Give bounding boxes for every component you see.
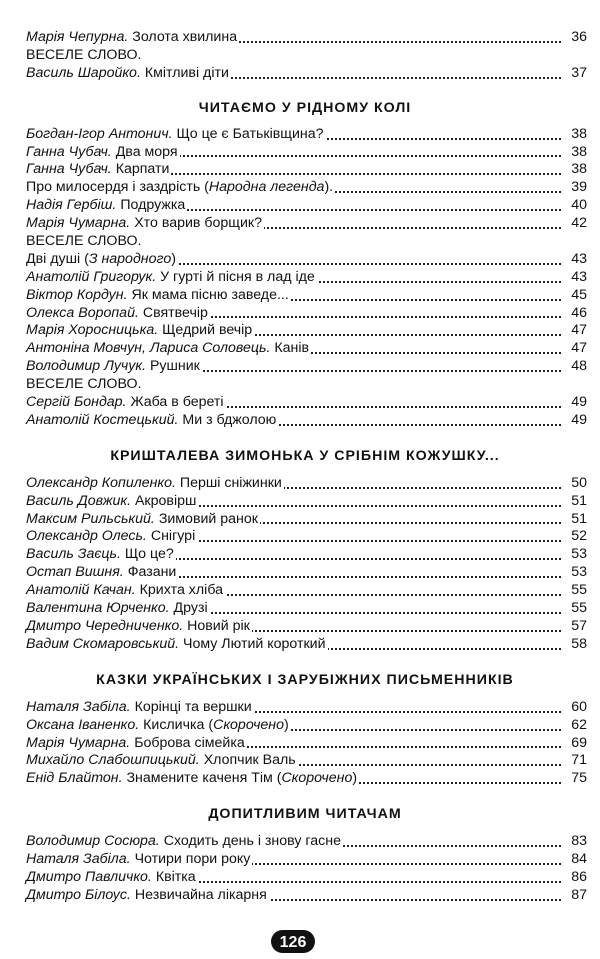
entry-text	[26, 251, 178, 269]
entry-text	[26, 511, 260, 529]
entry-page-number: 53	[571, 546, 587, 563]
entry-page-number: 49	[571, 411, 587, 428]
entry-page-number: 62	[571, 716, 587, 733]
entry-text	[26, 161, 171, 179]
entry-title: Боброва сімейка	[134, 734, 245, 751]
entry-page-number: 38	[571, 161, 587, 178]
entry-title: Снігурі	[150, 528, 196, 545]
entry-text	[26, 735, 247, 753]
entry-text	[26, 770, 359, 788]
entry-title: У гурті й пісня в лад іде	[160, 268, 315, 285]
toc-entry	[26, 636, 587, 654]
toc-entry	[26, 197, 587, 215]
toc-entry	[26, 126, 587, 144]
section-heading: КРИШТАЛЕВА ЗИМОНЬКА У СРІБНІМ КОЖУШКУ...	[110, 447, 500, 464]
entry-page-number: 75	[571, 770, 587, 787]
entry-author: Дмитро Павличко.	[26, 868, 152, 885]
entry-author: Василь Шаройко.	[26, 64, 141, 81]
entry-subtitle: Скорочено	[213, 716, 285, 733]
entry-page-number: 71	[571, 752, 587, 769]
entry-text	[26, 65, 231, 83]
entry-page-number: 50	[571, 474, 587, 491]
toc-entry	[26, 305, 587, 323]
entry-title: Хлопчик Валь	[203, 752, 296, 769]
entry-text	[26, 833, 343, 851]
entry-author: Сергій Бондар.	[26, 394, 127, 411]
toc-entry	[26, 752, 587, 770]
entry-author: Василь Заєць.	[26, 546, 121, 563]
entry-text	[26, 600, 210, 618]
entry-text	[26, 752, 298, 770]
toc-entry	[26, 269, 587, 287]
entry-title: Чотири пори року	[134, 851, 251, 868]
entry-author: Енід Блайтон.	[26, 770, 123, 787]
entry-author: Остап Вишня.	[26, 564, 124, 581]
entry-page-number: 52	[571, 528, 587, 545]
entry-title-end: )	[171, 250, 176, 267]
page-number-badge	[270, 929, 316, 954]
entry-text	[26, 197, 187, 215]
toc-entry	[26, 340, 587, 358]
toc-entry	[26, 215, 587, 233]
entry-title: Про милосердя і заздрість (	[26, 179, 209, 196]
toc-entry	[26, 322, 587, 340]
toc-entry	[26, 564, 587, 582]
toc-entry	[26, 582, 587, 600]
entry-page-number: 37	[571, 64, 587, 81]
entry-author: Володимир Сосюра.	[26, 833, 160, 850]
entry-page-number: 40	[571, 197, 587, 214]
entry-page-number: 53	[571, 564, 587, 581]
entry-text	[26, 287, 291, 305]
entry-title: Два моря	[115, 143, 178, 160]
entry-page-number: 55	[571, 600, 587, 617]
entry-author: Олександр Копиленко.	[26, 474, 176, 491]
entry-text	[26, 618, 252, 636]
entry-author: Олекса Воропай.	[26, 304, 139, 321]
entry-title: Акровірш	[134, 492, 197, 509]
entry-page-number: 47	[571, 340, 587, 357]
entry-title-end: ).	[324, 179, 334, 196]
toc-entry	[26, 528, 587, 546]
section-label: ВЕСЕЛЕ СЛОВО.	[26, 233, 142, 250]
toc-entry	[26, 717, 587, 735]
entry-author: Василь Довжик.	[26, 492, 132, 509]
entry-title: Жаба в береті	[130, 394, 224, 411]
toc-entry	[26, 358, 587, 376]
entry-text	[26, 582, 225, 600]
entry-title: Хто варив борщик?	[134, 215, 262, 232]
toc-entry	[26, 287, 587, 305]
entry-subtitle: З народного	[88, 250, 172, 267]
page-number: 126	[279, 934, 307, 951]
entry-text	[26, 269, 317, 287]
toc-entry	[26, 735, 587, 753]
entry-title: Новий рік	[187, 617, 250, 634]
entry-title: Як мама пісню заведе...	[131, 286, 289, 303]
entry-title: Знамените каченя Тім (	[126, 770, 282, 787]
entry-title: Рушник	[149, 358, 200, 375]
entry-text	[26, 358, 202, 376]
entry-text	[26, 717, 291, 735]
entry-title: Святвечір	[142, 304, 208, 321]
entry-text	[26, 412, 278, 430]
toc-entry	[26, 475, 587, 493]
entry-author: Михайло Слабошпицький.	[26, 752, 200, 769]
entry-text	[26, 546, 176, 564]
section-heading: ДОПИТЛИВИМ ЧИТАЧАМ	[208, 806, 402, 823]
section-heading: КАЗКИ УКРАЇНСЬКИХ І ЗАРУБІЖНИХ ПИСЬМЕННИКІВ	[96, 671, 514, 688]
entry-page-number: 86	[571, 868, 587, 885]
toc-entry	[26, 546, 587, 564]
entry-text	[26, 340, 311, 358]
entry-page-number: 36	[571, 29, 587, 45]
entry-page-number: 58	[571, 635, 587, 652]
entry-text	[26, 851, 252, 869]
entry-subtitle: Скорочено	[281, 770, 353, 787]
entry-author: Анатолій Григорук.	[26, 268, 157, 285]
toc-entry	[26, 179, 587, 197]
toc-entry	[26, 161, 587, 179]
entry-page-number: 87	[571, 886, 587, 903]
entry-title: Зимовий ранок	[158, 510, 258, 527]
entry-author: Віктор Кордун.	[26, 286, 128, 303]
toc-entry	[26, 618, 587, 636]
entry-text	[26, 528, 197, 546]
entry-author: Марія Чумарна.	[26, 734, 131, 751]
entry-text	[26, 305, 210, 323]
entry-author: Марія Хоросницька.	[26, 322, 159, 339]
entry-title: Що це є Батьківщина?	[176, 125, 324, 142]
entry-title: Сходить день і знову гасне	[163, 833, 341, 850]
entry-page-number: 43	[571, 268, 587, 285]
entry-author: Надія Гербіш.	[26, 197, 117, 214]
entry-page-number: 69	[571, 734, 587, 751]
entry-author: Олександр Олесь.	[26, 528, 147, 545]
section-heading: ЧИТАЄМО У РІДНОМУ КОЛІ	[198, 99, 412, 116]
entry-page-number: 45	[571, 286, 587, 303]
entry-text	[26, 144, 180, 162]
toc-entry	[26, 833, 587, 851]
entry-title: Крихта хліба	[139, 582, 224, 599]
entry-author: Марія Чумарна.	[26, 215, 131, 232]
entry-title: Незвичайна лікарня	[134, 886, 267, 903]
entry-author: Ганна Чубач.	[26, 161, 112, 178]
entry-text	[26, 394, 226, 412]
entry-page-number: 46	[571, 304, 587, 321]
entry-page-number: 49	[571, 394, 587, 411]
toc-entry	[26, 493, 587, 511]
entry-author: Володимир Лучук.	[26, 358, 147, 375]
toc-entry	[26, 699, 587, 717]
entry-author: Ганна Чубач.	[26, 143, 112, 160]
entry-author: Анатолій Костецький.	[26, 411, 179, 428]
toc-entry	[26, 251, 587, 269]
entry-title-end: )	[284, 716, 289, 733]
entry-title: Квітка	[155, 868, 196, 885]
toc-entry	[26, 65, 587, 83]
entry-title: Дві душі (	[26, 250, 89, 267]
entry-title: Щедрий вечір	[162, 322, 253, 339]
entry-title: Корінці та вершки	[134, 698, 252, 715]
entry-author: Дмитро Білоус.	[26, 886, 131, 903]
entry-author: Вадим Скомаровський.	[26, 635, 180, 652]
entry-title: Ми з бджолою	[182, 411, 277, 428]
entry-title: Кмітливі діти	[144, 64, 229, 81]
toc-entry	[26, 144, 587, 162]
entry-author: Богдан-Ігор Антонич.	[26, 125, 173, 142]
toc-entry	[26, 29, 587, 47]
entry-author: Максим Рильський.	[26, 510, 155, 527]
entry-text	[26, 699, 254, 717]
entry-text	[26, 493, 198, 511]
entry-title: Золота хвилина	[132, 29, 238, 45]
entry-page-number: 83	[571, 833, 587, 850]
entry-title: Канів	[274, 340, 310, 357]
entry-title: Друзі	[173, 600, 208, 617]
toc-entry	[26, 869, 587, 887]
entry-text	[26, 869, 198, 887]
entry-text	[26, 887, 269, 905]
entry-title: Кисличка (	[143, 716, 214, 733]
entry-subtitle: Народна легенда	[208, 179, 325, 196]
entry-author: Дмитро Чередниченко.	[26, 617, 184, 634]
entry-title: Чому Лютий короткий	[183, 635, 326, 652]
toc-entry	[26, 887, 587, 905]
entry-page-number: 84	[571, 851, 587, 868]
section-label: ВЕСЕЛЕ СЛОВО.	[26, 46, 142, 63]
entry-page-number: 39	[571, 179, 587, 196]
toc-entry	[26, 412, 587, 430]
section-label: ВЕСЕЛЕ СЛОВО.	[26, 376, 142, 393]
entry-text	[26, 475, 284, 493]
entry-title: Подружка	[120, 197, 186, 214]
entry-page-number: 51	[571, 492, 587, 509]
entry-title-end: )	[352, 770, 358, 787]
toc-entry	[26, 600, 587, 618]
entry-text	[26, 126, 326, 144]
entry-text	[26, 636, 328, 654]
entry-title: Карпати	[115, 161, 170, 178]
entry-title: Фазани	[127, 564, 177, 581]
entry-text	[26, 215, 264, 233]
entry-text	[26, 179, 335, 197]
entry-page-number: 57	[571, 617, 587, 634]
entry-page-number: 60	[571, 698, 587, 715]
entry-page-number: 55	[571, 582, 587, 599]
entry-page-number: 51	[571, 510, 587, 527]
toc-entry	[26, 394, 587, 412]
entry-author: Оксана Іваненко.	[26, 716, 140, 733]
entry-author: Антоніна Мовчун, Лариса Соловець.	[26, 340, 271, 357]
entry-author: Марія Чепурна.	[26, 29, 129, 45]
toc-entry	[26, 851, 587, 869]
entry-text	[26, 29, 239, 47]
entry-author: Валентина Юрченко.	[26, 600, 170, 617]
entry-page-number: 38	[571, 125, 587, 142]
entry-page-number: 48	[571, 358, 587, 375]
entry-page-number: 43	[571, 250, 587, 267]
entry-title: Що це?	[124, 546, 174, 563]
entry-page-number: 47	[571, 322, 587, 339]
entry-text	[26, 564, 178, 582]
entry-page-number: 38	[571, 143, 587, 160]
entry-author: Наталя Забіла.	[26, 851, 131, 868]
entry-author: Наталя Забіла.	[26, 698, 131, 715]
toc-entry	[26, 770, 587, 788]
toc-entry	[26, 511, 587, 529]
entry-title: Перші сніжинки	[179, 474, 282, 491]
entry-page-number: 42	[571, 215, 587, 232]
entry-author: Анатолій Качан.	[26, 582, 136, 599]
entry-text	[26, 322, 254, 340]
